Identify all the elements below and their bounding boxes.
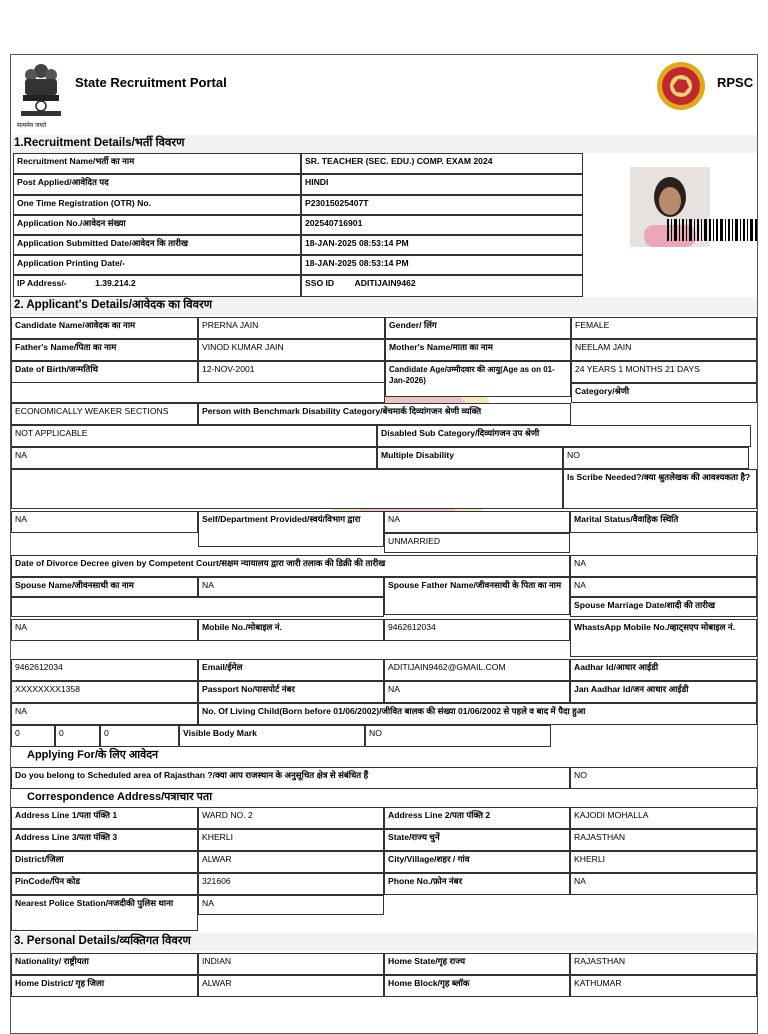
- application-no-label: Application No./आवेदन संख्या: [13, 215, 301, 235]
- application-form: [10, 54, 758, 1034]
- category-value: ECONOMICALLY WEAKER SECTIONS: [11, 403, 198, 425]
- recruitment-name-label: Recruitment Name/भर्ती का नाम: [13, 153, 301, 174]
- age-label: Candidate Age/उम्मीदवार की आयु(Age as on 01-Jan-2026): [385, 361, 571, 397]
- address-line1-value: WARD NO. 2: [198, 807, 384, 829]
- district-value: ALWAR: [198, 851, 384, 873]
- child-count-1: 0: [11, 725, 55, 747]
- nationality-label: Nationality/ राष्ट्रीयता: [11, 953, 198, 975]
- sso-value: ADITIJAIN9462: [354, 278, 416, 288]
- recruitment-name-value: SR. TEACHER (SEC. EDU.) COMP. EXAM 2024: [301, 153, 583, 174]
- ip-address-value: 1.39.214.2: [95, 278, 136, 288]
- sso-label: SSO ID: [305, 278, 335, 288]
- ip-address-label: IP Address/-: [17, 278, 67, 288]
- portal-header: [11, 55, 757, 135]
- father-name-label: Father's Name/पिता का नाम: [11, 339, 198, 361]
- jan-aadhar-value: NA: [11, 703, 198, 725]
- multiple-disability-label: Multiple Disability: [377, 447, 563, 469]
- address-line2-value: KAJODI MOHALLA: [570, 807, 757, 829]
- barcode-icon: [667, 219, 758, 241]
- passport-value: NA: [384, 681, 570, 703]
- blank-cell: [11, 597, 384, 617]
- spouse-father-label: Spouse Father Name/जीवनसाथी के पिता का नाम: [384, 577, 570, 615]
- candidate-name-value: PRERNA JAIN: [198, 317, 385, 339]
- aadhar-label: Aadhar Id/आधार आईडी: [570, 659, 757, 681]
- otr-value: P23015025407T: [301, 195, 583, 215]
- spouse-father-value: NA: [570, 577, 757, 597]
- phone-value: NA: [570, 873, 757, 895]
- pwbd-value: NOT APPLICABLE: [11, 425, 377, 447]
- section-applicant-title: 2. Applicant's Details/आवेदक का विवरण: [11, 297, 757, 315]
- home-state-value: RAJASTHAN: [570, 953, 757, 975]
- submitted-date-value: 18-JAN-2025 08:53:14 PM: [301, 235, 583, 255]
- child-count-2: 0: [55, 725, 100, 747]
- self-dept-value: NA: [384, 511, 570, 533]
- home-block-value: KATHUMAR: [570, 975, 757, 997]
- post-applied-value: HINDI: [301, 174, 583, 195]
- sso-row: [301, 275, 583, 297]
- state-value: RAJASTHAN: [570, 829, 757, 851]
- aadhar-value: XXXXXXXX1358: [11, 681, 198, 703]
- category-label: Category/श्रेणी: [571, 383, 757, 403]
- pwbd-label: Person with Benchmark Disability Category/बेंचमार्क दिव्यांगजन श्रेणी व्यक्ति: [198, 403, 571, 425]
- disabled-sub-label: Disabled Sub Category/दिव्यांगजन उप श्रेणी: [377, 425, 751, 447]
- home-district-label: Home District/ गृह जिला: [11, 975, 198, 997]
- application-no-value: 202540716901: [301, 215, 583, 235]
- phone-label: Phone No./फ़ोन नंबर: [384, 873, 570, 895]
- home-district-value: ALWAR: [198, 975, 384, 997]
- city-value: KHERLI: [570, 851, 757, 873]
- pincode-label: PinCode/पिन कोड: [11, 873, 198, 895]
- dob-value: 12-NOV-2001: [198, 361, 385, 383]
- whatsapp-value: 9462612034: [11, 659, 198, 681]
- age-value: 24 YEARS 1 MONTHS 21 DAYS: [571, 361, 757, 383]
- mother-name-value: NEELAM JAIN: [571, 339, 757, 361]
- spouse-name-label: Spouse Name/जीवनसाथी का नाम: [11, 577, 198, 597]
- scheduled-area-label: Do you belong to Scheduled area of Rajasthan ?/क्या आप राजस्थान के अनुसूचित क्षेत्र से संबंधित हैं: [11, 767, 570, 789]
- visible-mark-label: Visible Body Mark: [179, 725, 365, 747]
- self-dept-label: Self/Department Provided/स्वयं/विभाग द्वारा: [198, 511, 384, 547]
- spouse-name-value: NA: [198, 577, 384, 597]
- scribe-label: Is Scribe Needed?/क्या श्रुतलेखक की आवश्यकता है?: [563, 469, 757, 509]
- post-applied-label: Post Applied/आवेदित पद: [13, 174, 301, 195]
- mobile-label: Mobile No./मोबाइल नं.: [198, 619, 384, 641]
- mother-name-label: Mother's Name/माता का नाम: [385, 339, 571, 361]
- whatsapp-label: WhastsApp Mobile No./व्हाट्सएप मोबाइल नं.: [570, 619, 757, 657]
- emblem-caption: सत्यमेव जयते: [17, 123, 47, 129]
- printing-date-label: Application Printing Date/-: [13, 255, 301, 275]
- father-name-value: VINOD KUMAR JAIN: [198, 339, 385, 361]
- jan-aadhar-label: Jan Aadhar Id/जन आधार आईडी: [570, 681, 757, 703]
- district-label: District/जिला: [11, 851, 198, 873]
- city-label: City/Village/शहर / गांव: [384, 851, 570, 873]
- spouse-marriage-value: NA: [11, 619, 198, 641]
- address-line2-label: Address Line 2/पता पंक्ति 2: [384, 807, 570, 829]
- blank-cell: [11, 469, 563, 509]
- printing-date-value: 18-JAN-2025 08:53:14 PM: [301, 255, 583, 275]
- dob-label: Date of Birth/जन्मतिथि: [11, 361, 198, 383]
- marital-value: UNMARRIED: [384, 533, 570, 553]
- home-block-label: Home Block/गृह ब्लॉक: [384, 975, 570, 997]
- gender-label: Gender/ लिंग: [385, 317, 571, 339]
- scheduled-area-value: NO: [570, 767, 757, 789]
- applying-for-heading: Applying For/के लिए आवेदन: [27, 749, 159, 761]
- address-line3-value: KHERLI: [198, 829, 384, 851]
- multiple-disability-value: NO: [563, 447, 749, 469]
- section-personal-title: 3. Personal Details/व्यक्तिगत विवरण: [11, 933, 757, 951]
- living-child-label: No. Of Living Child(Born before 01/06/2002)/जीवित बालक की संख्या 01/06/2002 से पहले व बाद में पैदा हुआ: [198, 703, 757, 725]
- blank-cell: [11, 383, 385, 403]
- nationality-value: INDIAN: [198, 953, 384, 975]
- passport-label: Passport No/पासपोर्ट नंबर: [198, 681, 384, 703]
- mobile-value: 9462612034: [384, 619, 570, 641]
- police-station-label: Nearest Police Station/नजदीकी पुलिस थाना: [11, 895, 198, 931]
- home-state-label: Home State/गृह राज्य: [384, 953, 570, 975]
- scribe-value: NA: [11, 511, 198, 533]
- pincode-value: 321606: [198, 873, 384, 895]
- candidate-name-label: Candidate Name/आवेदक का नाम: [11, 317, 198, 339]
- ip-address-row: [13, 275, 301, 297]
- otr-label: One Time Registration (OTR) No.: [13, 195, 301, 215]
- rpsc-logo-icon: [656, 61, 706, 111]
- disabled-sub-value: NA: [11, 447, 377, 469]
- spouse-marriage-label: Spouse Marriage Date/शादी की तारीख: [570, 597, 757, 617]
- gender-value: FEMALE: [571, 317, 757, 339]
- section-recruitment-title: 1.Recruitment Details/भर्ती विवरण: [11, 135, 757, 153]
- visible-mark-value: NO: [365, 725, 551, 747]
- email-value: ADITIJAIN9462@GMAIL.COM: [384, 659, 570, 681]
- submitted-date-label: Application Submitted Date/आवेदन कि तारीख: [13, 235, 301, 255]
- address-line1-label: Address Line 1/पता पंक्ति 1: [11, 807, 198, 829]
- state-label: State/राज्य चुनें: [384, 829, 570, 851]
- child-count-3: 0: [100, 725, 179, 747]
- correspondence-heading: Correspondence Address/पत्राचार पता: [27, 791, 213, 803]
- marital-label: Marital Status/वैवाहिक स्थिति: [570, 511, 757, 533]
- police-station-value: NA: [198, 895, 384, 915]
- portal-title: State Recruitment Portal: [75, 75, 227, 90]
- divorce-value: NA: [570, 555, 757, 577]
- address-line3-label: Address Line 3/पता पंक्ति 3: [11, 829, 198, 851]
- email-label: Email/ईमेल: [198, 659, 384, 681]
- divorce-label: Date of Divorce Decree given by Competent Court/सक्षम न्यायालय द्वारा जारी तलाक की डिक्री की तारीख: [11, 555, 570, 577]
- org-abbr: RPSC: [717, 75, 754, 90]
